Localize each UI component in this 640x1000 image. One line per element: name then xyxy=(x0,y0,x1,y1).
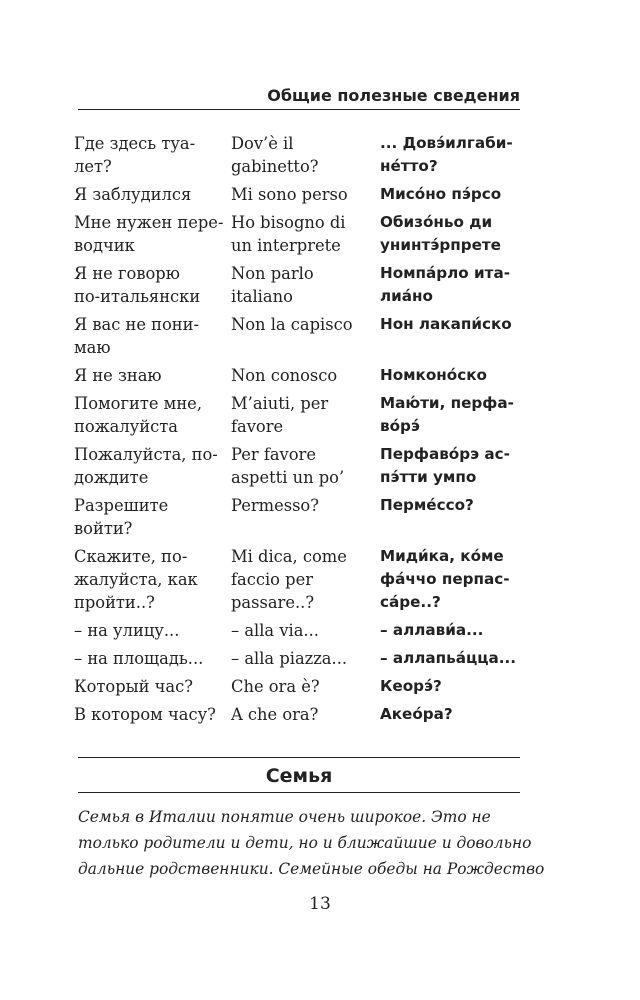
transcription-line: Обизóньо ди xyxy=(380,213,493,231)
running-head: Общие полезные сведения xyxy=(267,86,520,105)
phrase-row xyxy=(74,619,530,647)
transcription-line: – аллапьáцца... xyxy=(380,649,517,667)
transcription-line: вóрэ́ xyxy=(380,417,420,435)
russian-phrase xyxy=(74,703,231,731)
russian-phrase xyxy=(74,443,231,494)
russian-phrase-line: по-итальянски xyxy=(74,287,201,306)
phrase-table-body xyxy=(74,132,530,731)
transcription-line: Пермéссо? xyxy=(380,496,474,514)
russian-phrase-line: Разрешите xyxy=(74,496,169,515)
section-title: Семья xyxy=(265,765,333,787)
transcription-line: нéтто? xyxy=(380,157,438,175)
transcription-line: Номпáрло ита- xyxy=(380,264,511,282)
italian-phrase xyxy=(231,703,380,731)
transcription xyxy=(380,313,530,364)
transcription xyxy=(380,443,530,494)
russian-phrase-line: Где здесь туа- xyxy=(74,134,196,153)
russian-phrase xyxy=(74,262,231,313)
phrase-row xyxy=(74,392,530,443)
russian-phrase xyxy=(74,494,231,545)
section-intro-text xyxy=(78,804,545,882)
russian-phrase-line: Я не говорю xyxy=(74,264,180,283)
section-top-rule xyxy=(78,757,520,758)
transcription xyxy=(380,619,530,647)
italian-phrase-line: – alla via... xyxy=(231,621,319,640)
italian-phrase-line: Permesso? xyxy=(231,496,319,515)
russian-phrase-line: Скажите, по- xyxy=(74,547,188,566)
italian-phrase-line: Non parlo xyxy=(231,264,314,283)
russian-phrase-line: жалуйста, как xyxy=(74,570,198,589)
italian-phrase-line: Mi sono perso xyxy=(231,185,348,204)
transcription-line: Номконóско xyxy=(380,366,487,384)
phrase-row xyxy=(74,703,530,731)
russian-phrase xyxy=(74,392,231,443)
transcription-line: унинтэ́рпрете xyxy=(380,236,501,254)
italian-phrase-line: Ho bisogno di xyxy=(231,213,346,232)
transcription-line: ... Довэ́илгаби- xyxy=(380,134,513,152)
transcription xyxy=(380,262,530,313)
intro-line: дальние родственники. Семейные обеды на Рождество xyxy=(78,860,545,878)
italian-phrase xyxy=(231,132,380,183)
italian-phrase-line: un interprete xyxy=(231,236,341,255)
italian-phrase-line: Non la capisco xyxy=(231,315,353,334)
transcription-line: – аллави́а... xyxy=(380,621,484,639)
russian-phrase-line: Я вас не пони- xyxy=(74,315,200,334)
italian-phrase-line: faccio per xyxy=(231,570,313,589)
italian-phrase-line: gabinetto? xyxy=(231,157,319,176)
italian-phrase xyxy=(231,392,380,443)
transcription-line: Кеорэ́? xyxy=(380,677,442,695)
italian-phrase xyxy=(231,262,380,313)
russian-phrase xyxy=(74,313,231,364)
russian-phrase-line: – на улицу... xyxy=(74,621,180,640)
transcription xyxy=(380,364,530,392)
italian-phrase-line: A che ora? xyxy=(231,705,319,724)
russian-phrase xyxy=(74,647,231,675)
italian-phrase xyxy=(231,619,380,647)
italian-phrase xyxy=(231,183,380,211)
phrase-table xyxy=(74,132,530,731)
russian-phrase-line: водчик xyxy=(74,236,135,255)
transcription xyxy=(380,647,530,675)
transcription-line: Мисóно пэ́рсо xyxy=(380,185,502,203)
transcription-line: Акеóра? xyxy=(380,705,453,723)
intro-line: только родители и дети, но и ближайшие и довольно xyxy=(78,834,532,852)
italian-phrase-line: italiano xyxy=(231,287,293,306)
russian-phrase-line: пожалуйста xyxy=(74,417,178,436)
transcription-line: сáре..? xyxy=(380,593,441,611)
phrase-row xyxy=(74,262,530,313)
section-bottom-rule xyxy=(78,792,520,793)
italian-phrase xyxy=(231,675,380,703)
russian-phrase-line: Который час? xyxy=(74,677,193,696)
italian-phrase xyxy=(231,211,380,262)
russian-phrase-line: Я не знаю xyxy=(74,366,162,385)
phrase-row xyxy=(74,675,530,703)
phrase-row xyxy=(74,313,530,364)
phrase-row xyxy=(74,183,530,211)
transcription-line: Маю́ти, перфа- xyxy=(380,394,514,412)
italian-phrase-line: Per favore xyxy=(231,445,316,464)
russian-phrase-line: войти? xyxy=(74,519,133,538)
phrase-row xyxy=(74,443,530,494)
russian-phrase xyxy=(74,183,231,211)
italian-phrase-line: Non conosco xyxy=(231,366,338,385)
transcription-line: пэ́тти умпо xyxy=(380,468,477,486)
russian-phrase xyxy=(74,364,231,392)
russian-phrase-line: – на площадь... xyxy=(74,649,204,668)
phrase-row xyxy=(74,211,530,262)
italian-phrase-line: M’aiuti, per xyxy=(231,394,329,413)
italian-phrase xyxy=(231,443,380,494)
transcription xyxy=(380,675,530,703)
russian-phrase xyxy=(74,132,231,183)
italian-phrase-line: – alla piazza... xyxy=(231,649,348,668)
phrase-row xyxy=(74,132,530,183)
phrase-row xyxy=(74,647,530,675)
italian-phrase-line: Che ora è? xyxy=(231,677,320,696)
transcription xyxy=(380,703,530,731)
italian-phrase xyxy=(231,545,380,619)
italian-phrase-line: aspetti un po’ xyxy=(231,468,345,487)
transcription-line: фáччо перпас- xyxy=(380,570,510,588)
italian-phrase xyxy=(231,364,380,392)
italian-phrase-line: Mi dica, come xyxy=(231,547,347,566)
russian-phrase xyxy=(74,619,231,647)
russian-phrase-line: лет? xyxy=(74,157,112,176)
header-rule xyxy=(78,109,520,110)
russian-phrase xyxy=(74,211,231,262)
transcription xyxy=(380,211,530,262)
intro-line: Семья в Италии понятие очень широкое. Это не xyxy=(78,808,491,826)
russian-phrase xyxy=(74,545,231,619)
russian-phrase-line: Помогите мне, xyxy=(74,394,202,413)
phrase-row xyxy=(74,545,530,619)
russian-phrase-line: Мне нужен пере- xyxy=(74,213,224,232)
italian-phrase-line: favore xyxy=(231,417,284,436)
transcription xyxy=(380,183,530,211)
italian-phrase xyxy=(231,494,380,545)
transcription-line: Нон лакапи́ско xyxy=(380,315,512,333)
transcription xyxy=(380,545,530,619)
russian-phrase-line: В котором часу? xyxy=(74,705,216,724)
russian-phrase-line: Я заблудился xyxy=(74,185,192,204)
italian-phrase xyxy=(231,647,380,675)
transcription xyxy=(380,392,530,443)
transcription-line: Перфавóрэ ас- xyxy=(380,445,510,463)
russian-phrase-line: маю xyxy=(74,338,111,357)
transcription xyxy=(380,494,530,545)
transcription xyxy=(380,132,530,183)
italian-phrase xyxy=(231,313,380,364)
russian-phrase-line: Пожалуйста, по- xyxy=(74,445,218,464)
russian-phrase-line: пройти..? xyxy=(74,593,155,612)
russian-phrase xyxy=(74,675,231,703)
italian-phrase-line: Dov’è il xyxy=(231,134,294,153)
phrase-row xyxy=(74,364,530,392)
transcription-line: лиáно xyxy=(380,287,433,305)
page-number: 13 xyxy=(309,894,331,914)
russian-phrase-line: дождите xyxy=(74,468,149,487)
phrase-row xyxy=(74,494,530,545)
italian-phrase-line: passare..? xyxy=(231,593,315,612)
transcription-line: Миди́ка, кóме xyxy=(380,547,504,565)
